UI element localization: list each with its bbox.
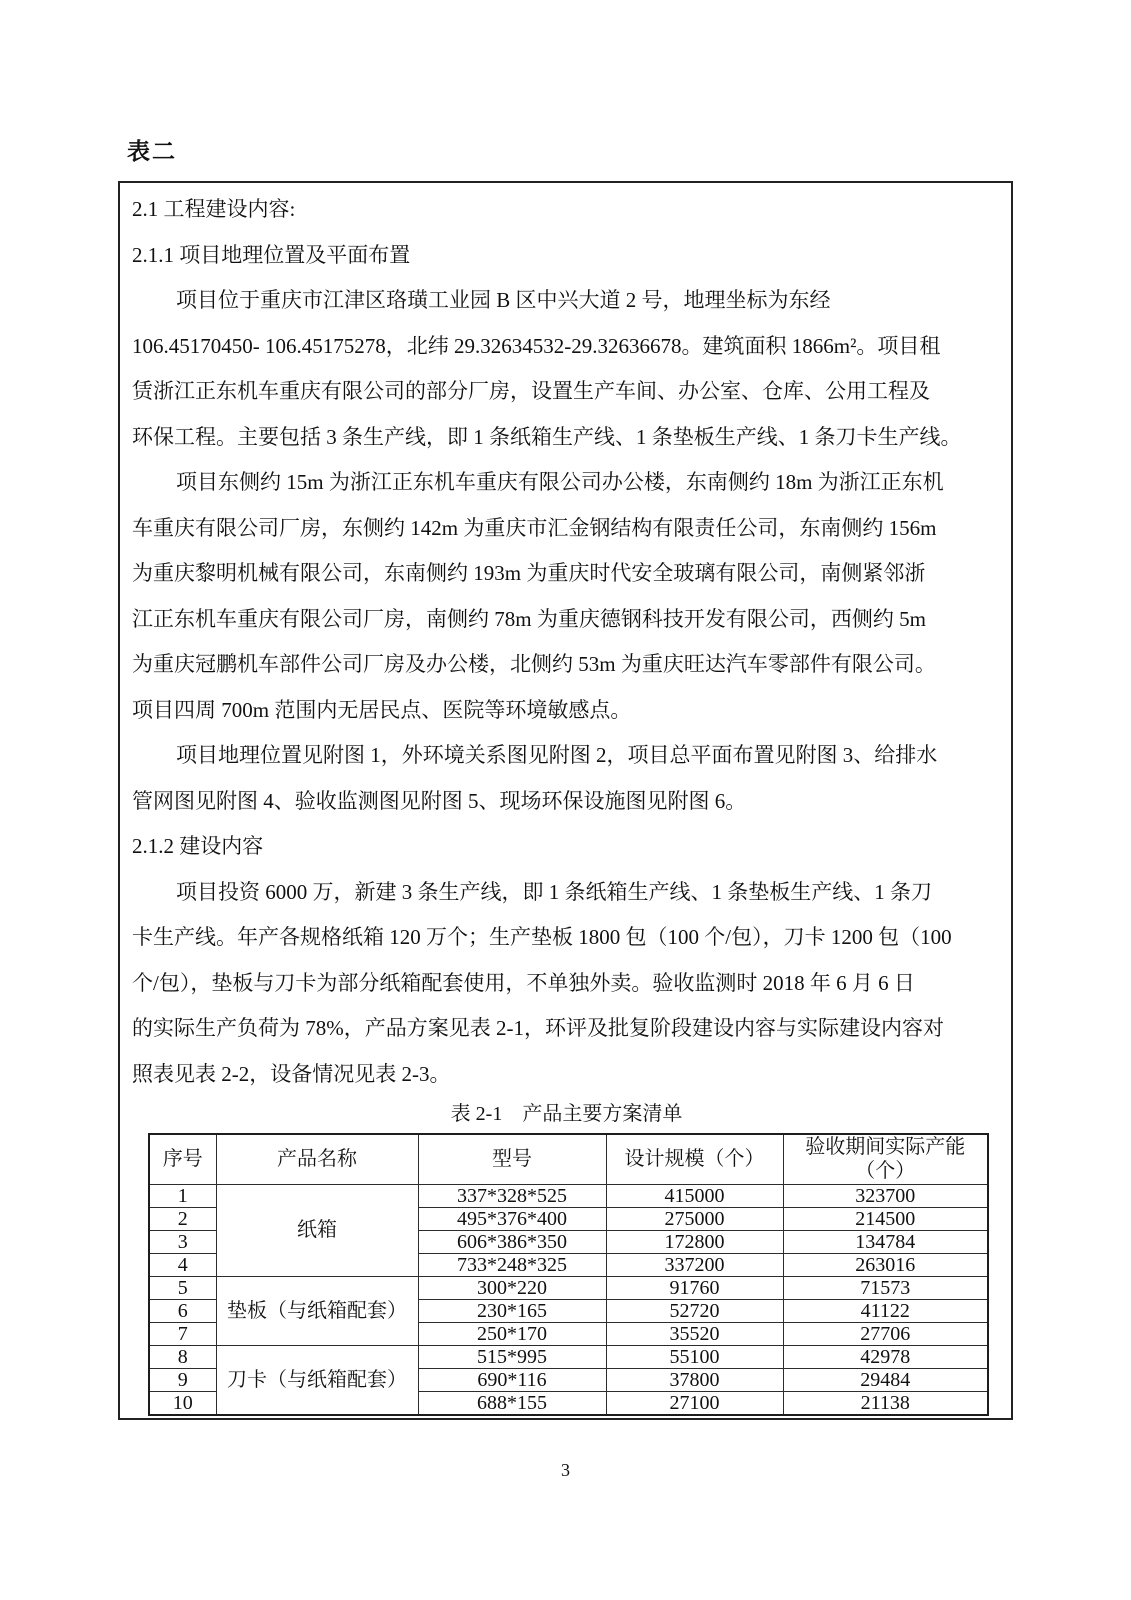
header-model: 型号 — [418, 1134, 606, 1184]
cell-design-scale: 35520 — [606, 1322, 783, 1345]
cell-model: 515*995 — [418, 1345, 606, 1368]
cell-actual-capacity: 41122 — [783, 1299, 988, 1322]
product-table-header — [149, 1134, 988, 1184]
body-text-line: 江正东机车重庆有限公司厂房，南侧约 78m 为重庆德钢科技开发有限公司，西侧约 5m — [132, 606, 926, 631]
cell-index: 1 — [149, 1184, 216, 1207]
product-table-body — [149, 1184, 988, 1415]
cell-model: 733*248*325 — [418, 1253, 606, 1276]
cell-actual-capacity: 263016 — [783, 1253, 988, 1276]
cell-design-scale: 37800 — [606, 1368, 783, 1391]
header-design-scale: 设计规模（个） — [606, 1134, 783, 1184]
cell-actual-capacity: 27706 — [783, 1322, 988, 1345]
cell-index: 5 — [149, 1276, 216, 1299]
body-text-line: 项目四周 700m 范围内无居民点、医院等环境敏感点。 — [132, 697, 632, 722]
body-text-line: 项目地理位置见附图 1，外环境关系图见附图 2，项目总平面布置见附图 3、给排水 — [176, 743, 938, 767]
cell-actual-capacity: 29484 — [783, 1368, 988, 1391]
table-header-row — [149, 1134, 988, 1184]
cell-model: 337*328*525 — [418, 1184, 606, 1207]
cell-index: 7 — [149, 1322, 216, 1345]
body-text-line: 的实际生产负荷为 78%，产品方案见表 2-1，环评及批复阶段建设内容与实际建设内容对 — [132, 1016, 944, 1040]
cell-index: 9 — [149, 1368, 216, 1391]
cell-actual-capacity: 71573 — [783, 1276, 988, 1299]
section-heading: 2.1.2 建设内容 — [132, 834, 264, 858]
cell-actual-capacity: 214500 — [783, 1207, 988, 1230]
cell-model: 688*155 — [418, 1391, 606, 1415]
body-text-line: 项目东侧约 15m 为浙江正东机车重庆有限公司办公楼，东南侧约 18m 为浙江正东机 — [176, 470, 944, 494]
cell-design-scale: 415000 — [606, 1184, 783, 1207]
cell-product-name: 垫板（与纸箱配套） — [216, 1276, 418, 1345]
body-text-line: 车重庆有限公司厂房，东侧约 142m 为重庆市汇金钢结构有限责任公司，东南侧约 156m — [132, 515, 937, 540]
cell-model: 250*170 — [418, 1322, 606, 1345]
cell-product-name: 纸箱 — [216, 1184, 418, 1276]
cell-model: 495*376*400 — [418, 1207, 606, 1230]
body-text-line: 为重庆冠鹏机车部件公司厂房及办公楼，北侧约 53m 为重庆旺达汽车零部件有限公司。 — [132, 652, 936, 676]
section-heading: 2.1.1 项目地理位置及平面布置 — [132, 242, 411, 267]
header-index: 序号 — [149, 1134, 216, 1184]
cell-design-scale: 52720 — [606, 1299, 783, 1322]
header-product-name: 产品名称 — [216, 1134, 418, 1184]
cell-actual-capacity: 323700 — [783, 1184, 988, 1207]
header-actual-capacity: 验收期间实际产能（个） — [783, 1134, 988, 1184]
cell-index: 10 — [149, 1391, 216, 1415]
cell-design-scale: 55100 — [606, 1345, 783, 1368]
cell-model: 690*116 — [418, 1368, 606, 1391]
body-text-line: 为重庆黎明机械有限公司，东南侧约 193m 为重庆时代安全玻璃有限公司，南侧紧邻浙 — [132, 561, 926, 585]
cell-actual-capacity: 21138 — [783, 1391, 988, 1415]
form-section-label: 表二 — [127, 139, 177, 164]
cell-product-name: 刀卡（与纸箱配套） — [216, 1345, 418, 1415]
cell-design-scale: 91760 — [606, 1276, 783, 1299]
body-text-line: 照表见表 2-2，设备情况见表 2-3。 — [132, 1061, 451, 1086]
page-number: 3 — [561, 1460, 570, 1480]
body-text-line: 106.45170450- 106.45175278，北纬 29.32634532-29.32636678。建筑面积 1866m²。项目租 — [132, 333, 941, 358]
table-row — [149, 1276, 988, 1299]
section-heading: 2.1 工程建设内容: — [132, 197, 296, 221]
cell-model: 300*220 — [418, 1276, 606, 1299]
body-text-line: 赁浙江正东机车重庆有限公司的部分厂房，设置生产车间、办公室、仓库、公用工程及 — [132, 379, 930, 403]
body-text-line: 项目投资 6000 万，新建 3 条生产线，即 1 条纸箱生产线、1 条垫板生产线、1 条刀 — [176, 879, 932, 904]
table-row — [149, 1184, 988, 1207]
cell-model: 230*165 — [418, 1299, 606, 1322]
cell-index: 4 — [149, 1253, 216, 1276]
text-block — [132, 187, 1001, 1097]
cell-actual-capacity: 42978 — [783, 1345, 988, 1368]
cell-design-scale: 337200 — [606, 1253, 783, 1276]
body-text-line: 管网图见附图 4、验收监测图见附图 5、现场环保设施图见附图 6。 — [132, 788, 747, 813]
content-border-box — [118, 181, 1013, 1420]
cell-index: 6 — [149, 1299, 216, 1322]
body-text-line: 环保工程。主要包括 3 条生产线，即 1 条纸箱生产线、1 条垫板生产线、1 条刀卡生产线。 — [132, 424, 962, 449]
table-title: 表 2-1 产品主要方案清单 — [450, 1103, 683, 1125]
body-text-line: 项目位于重庆市江津区珞璜工业园 B 区中兴大道 2 号，地理坐标为东经 — [176, 288, 831, 312]
cell-index: 2 — [149, 1207, 216, 1230]
body-text-line: 个/包），垫板与刀卡为部分纸箱配套使用，不单独外卖。验收监测时 2018 年 6 月 6 日 — [132, 970, 915, 995]
cell-design-scale: 27100 — [606, 1391, 783, 1415]
cell-design-scale: 172800 — [606, 1230, 783, 1253]
product-plan-table — [148, 1133, 989, 1416]
cell-model: 606*386*350 — [418, 1230, 606, 1253]
cell-index: 8 — [149, 1345, 216, 1368]
cell-design-scale: 275000 — [606, 1207, 783, 1230]
table-row — [149, 1345, 988, 1368]
cell-actual-capacity: 134784 — [783, 1230, 988, 1253]
cell-index: 3 — [149, 1230, 216, 1253]
body-text-line: 卡生产线。年产各规格纸箱 120 万个；生产垫板 1800 包（100 个/包），刀卡 1200 包（100 — [132, 925, 952, 949]
